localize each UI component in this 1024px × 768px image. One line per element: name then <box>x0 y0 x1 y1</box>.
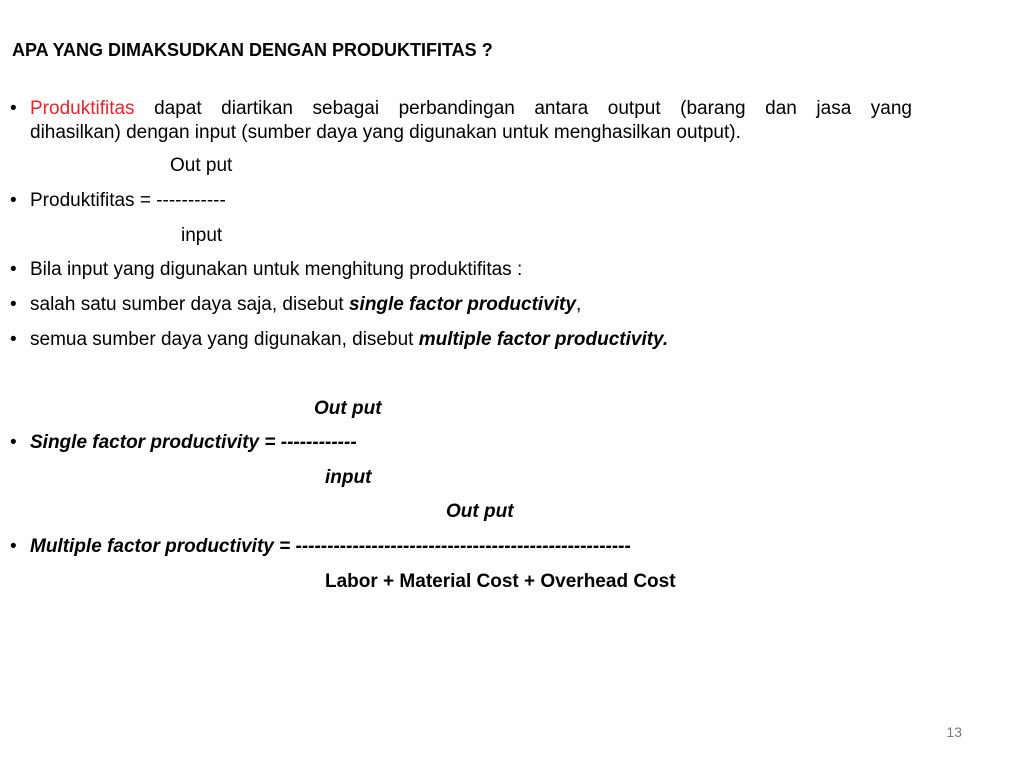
bullet-marker: • <box>10 536 17 557</box>
formula2-numerator: Out put <box>314 398 382 419</box>
bullet-marker: • <box>10 259 17 280</box>
definition-line-1-rest: dapat diartikan sebagai perbandingan antara output (barang dan jasa yang <box>134 98 912 119</box>
formula3-lhs: Multiple factor productivity = ----------------------------------------------------- <box>30 536 631 557</box>
formula2-lhs: Single factor productivity = ------------ <box>30 432 357 453</box>
formula3-denominator: Labor + Material Cost + Overhead Cost <box>325 571 676 592</box>
bullet-multiple-prefix: semua sumber daya yang digunakan, disebut <box>30 329 419 350</box>
bullet-single-factor <box>30 293 581 317</box>
slide-title: APA YANG DIMAKSUDKAN DENGAN PRODUKTIFITAS ? <box>12 40 493 60</box>
bullet-single-prefix: salah satu sumber daya saja, disebut <box>30 294 349 315</box>
formula2-denominator: input <box>325 467 372 488</box>
definition-paragraph <box>30 97 912 145</box>
definition-line-1 <box>30 97 912 121</box>
page-number: 13 <box>946 724 962 740</box>
definition-term: Produktifitas <box>30 98 135 119</box>
bullet-marker: • <box>10 329 17 350</box>
bullet-input-intro: Bila input yang digunakan untuk menghitung produktifitas : <box>30 259 523 280</box>
formula1-lhs: Produktifitas = ----------- <box>30 190 226 211</box>
bullet-marker: • <box>10 190 17 211</box>
bullet-multiple-factor <box>30 328 668 352</box>
multiple-factor-term: multiple factor productivity. <box>418 329 669 350</box>
bullet-single-suffix: , <box>575 294 582 315</box>
bullet-marker: • <box>10 294 17 315</box>
single-factor-term: single factor productivity <box>348 294 576 315</box>
formula1-denominator: input <box>181 225 223 246</box>
bullet-marker: • <box>10 98 17 119</box>
bullet-marker: • <box>10 432 17 453</box>
formula3-numerator: Out put <box>446 501 514 522</box>
formula1-numerator: Out put <box>170 155 233 176</box>
definition-line-2: dihasilkan) dengan input (sumber daya yang digunakan untuk menghasilkan output). <box>30 122 741 143</box>
